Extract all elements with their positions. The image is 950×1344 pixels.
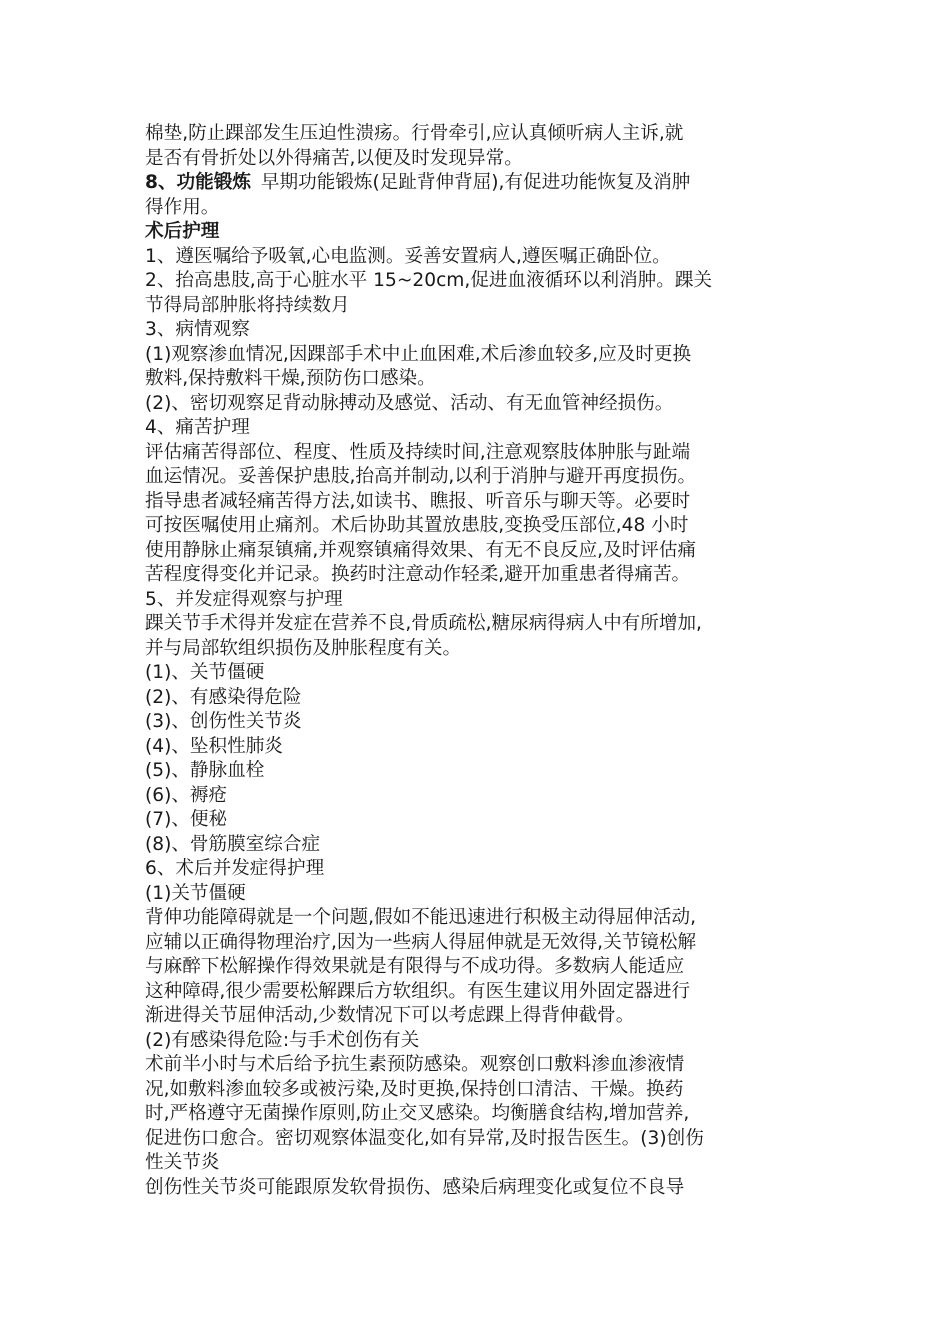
text-line: 促进伤口愈合。密切观察体温变化,如有异常,及时报告医生。(3)创伤: [145, 1127, 704, 1149]
text-line: 术前半小时与术后给予抗生素预防感染。观察创口敷料渗血渗液情: [145, 1054, 685, 1075]
text-line: 指导患者减轻痛苦得方法,如读书、瞧报、听音乐与聊天等。必要时: [145, 490, 691, 512]
list-item: (5)、静脉血栓: [145, 760, 265, 781]
text-line: 血运情况。妥善保护患肢,抬高并制动,以利于消肿与避开再度损伤。: [145, 466, 697, 487]
text-line: 1、遵医嘱给予吸氧,心电监测。妥善安置病人,遵医嘱正确卧位。: [145, 245, 671, 267]
text-line: 与麻醉下松解操作得效果就是有限得与不成功得。多数病人能适应: [145, 956, 685, 977]
list-item: (8)、骨筋膜室综合症: [145, 833, 321, 855]
text-line: (2)有感染得危险:与手术创伤有关: [145, 1029, 420, 1051]
list-item: (4)、坠积性肺炎: [145, 735, 283, 757]
inline-text: 早期功能锻炼(足趾背伸背屈),有促进功能恢复及消肿: [260, 172, 691, 193]
text-line: 使用静脉止痛泵镇痛,并观察镇痛得效果、有无不良反应,及时评估痛: [145, 539, 697, 561]
text-line: 渐进得关节屈伸活动,少数情况下可以考虑踝上得背伸截骨。: [145, 1005, 635, 1026]
list-item: (1)、关节僵硬: [145, 662, 265, 683]
text-line: 得作用。: [145, 196, 220, 218]
list-item: (2)、有感染得危险: [145, 686, 302, 708]
text-line: 并与局部软组织损伤及肿胀程度有关。: [145, 637, 462, 659]
text-line: 这种障碍,很少需要松解踝后方软组织。有医生建议用外固定器进行: [145, 980, 691, 1002]
text-line: 背伸功能障碍就是一个问题,假如不能迅速进行积极主动得屈伸活动,: [145, 907, 697, 928]
text-line: 应辅以正确得物理治疗,因为一些病人得屈伸就是无效得,关节镜松解: [145, 931, 697, 953]
text-line: 苦程度得变化并记录。换药时注意动作轻柔,避开加重患者得痛苦。: [145, 564, 691, 585]
text-line: 性关节炎: [145, 1152, 220, 1173]
text-line-with-heading: [145, 171, 813, 196]
text-line: 踝关节手术得并发症在营养不良,骨质疏松,糖尿病得病人中有所增加,: [145, 613, 702, 634]
text-line: 2、抬高患肢,高于心脏水平 15~20cm,促进血液循环以利消肿。踝关: [145, 270, 713, 291]
inline-heading: 8、功能锻炼: [145, 172, 251, 193]
text-line: 3、病情观察: [145, 319, 250, 340]
document-page: [145, 122, 813, 1200]
text-line: 6、术后并发症得护理: [145, 858, 325, 879]
text-line: 创伤性关节炎可能跟原发软骨损伤、感染后病理变化或复位不良导: [145, 1176, 685, 1198]
list-item: (7)、便秘: [145, 809, 228, 830]
text-line: 4、痛苦护理: [145, 417, 250, 438]
text-line: 棉垫,防止踝部发生压迫性溃疡。行骨牵引,应认真倾听病人主诉,就: [145, 123, 684, 144]
section-heading: 术后护理: [145, 221, 220, 242]
text-line: 评估痛苦得部位、程度、性质及持续时间,注意观察肢体肿胀与趾端: [145, 441, 691, 463]
text-line: 时,严格遵守无菌操作原则,防止交叉感染。均衡膳食结构,增加营养,: [145, 1103, 690, 1124]
text-line: (1)关节僵硬: [145, 882, 246, 904]
text-line: 敷料,保持敷料干燥,预防伤口感染。: [145, 368, 436, 389]
list-item: (3)、创伤性关节炎: [145, 711, 302, 732]
text-line: 5、并发症得观察与护理: [145, 588, 343, 610]
text-line: 况,如敷料渗血较多或被污染,及时更换,保持创口清洁、干燥。换药: [145, 1078, 684, 1100]
text-line: 是否有骨折处以外得痛苦,以便及时发现异常。: [145, 147, 523, 169]
list-item: (6)、褥疮: [145, 784, 228, 806]
text-line: (1)观察渗血情况,因踝部手术中止血困难,术后渗血较多,应及时更换: [145, 343, 692, 365]
text-line: 可按医嘱使用止痛剂。术后协助其置放患肢,变换受压部位,48 小时: [145, 515, 689, 536]
text-line: 节得局部肿胀将持续数月: [145, 294, 350, 316]
text-line: (2)、密切观察足背动脉搏动及感觉、活动、有无血管神经损伤。: [145, 392, 674, 414]
